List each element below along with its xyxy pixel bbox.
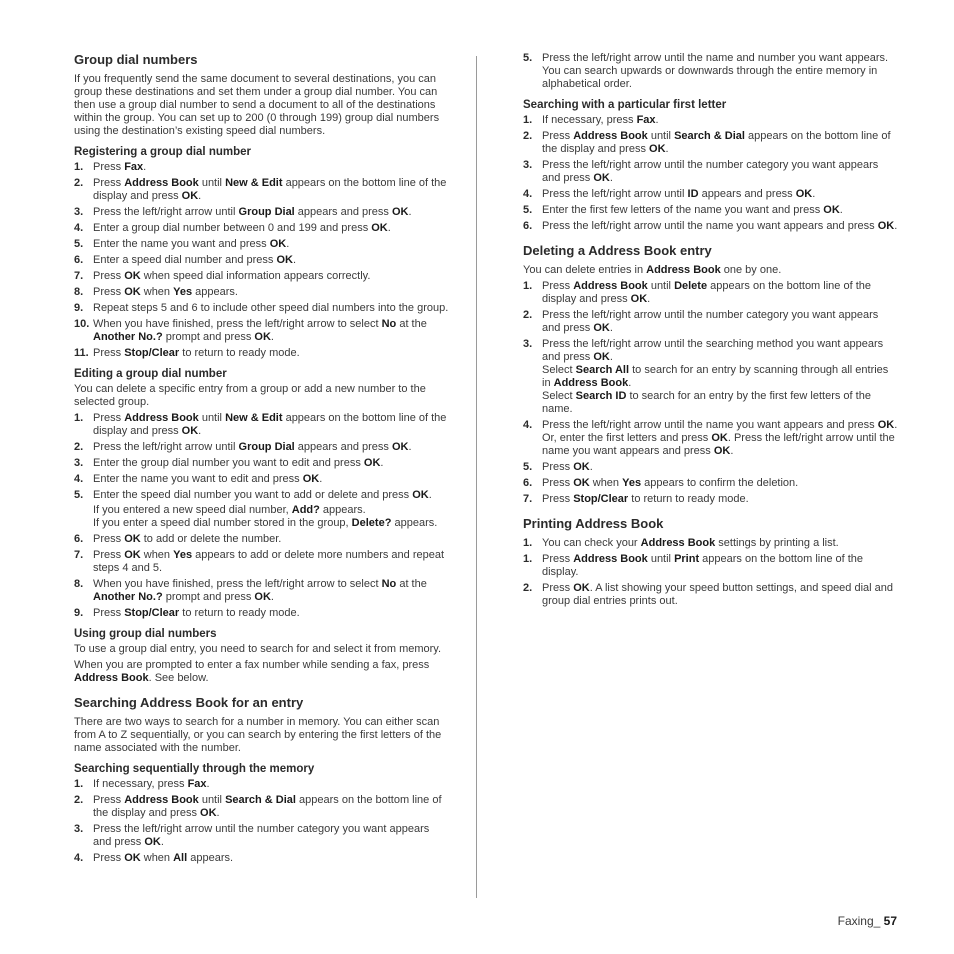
step-number: 6. — [523, 220, 533, 232]
step-number: 2. — [523, 130, 533, 142]
steps-list — [523, 52, 898, 91]
step-number: 3. — [74, 823, 84, 835]
step-item — [74, 302, 450, 315]
step-item — [523, 204, 898, 217]
section-heading-printing-address-book: Printing Address Book — [523, 516, 664, 531]
step-number: 8. — [74, 286, 84, 298]
steps-list — [523, 537, 898, 608]
step-text: Press OK when Yes appears to confirm the deletion. — [542, 477, 799, 489]
step-item — [74, 489, 450, 530]
step-item — [74, 457, 450, 470]
step-text: Press OK when Yes appears. — [93, 286, 238, 298]
step-text: Enter the name you want and press OK. — [93, 238, 290, 250]
step-number: 2. — [523, 309, 533, 321]
step-number: 8. — [74, 578, 84, 590]
step-number: 6. — [74, 533, 84, 545]
step-text: Press the left/right arrow until Group Dial appears and press OK. — [93, 206, 412, 218]
step-item — [523, 477, 898, 490]
step-number: 1. — [523, 537, 533, 549]
step-text: Enter the speed dial number you want to add or delete and press OK. If you entered a new speed dial number, Add? appears. If you enter a speed dial number stored in the group, Delete? appears. — [93, 489, 438, 529]
step-text: Press Stop/Clear to return to ready mode. — [542, 493, 749, 505]
step-number: 5. — [74, 489, 84, 501]
step-text: Press the left/right arrow until the number category you want appears and press OK. — [542, 309, 879, 334]
step-number: 3. — [74, 206, 84, 218]
step-item — [523, 537, 898, 550]
step-number: 2. — [74, 177, 84, 189]
step-number: 5. — [523, 204, 533, 216]
step-number: 6. — [74, 254, 84, 266]
step-number: 9. — [74, 302, 84, 314]
step-number: 5. — [523, 461, 533, 473]
step-text: Press the left/right arrow until the number category you want appears and press OK. — [93, 823, 430, 848]
step-item — [74, 412, 450, 438]
step-text: Press Address Book until New & Edit appears on the bottom line of the display and press OK. — [93, 412, 447, 437]
step-item — [523, 220, 898, 233]
step-number: 3. — [74, 457, 84, 469]
step-text: You can check your Address Book settings by printing a list. — [542, 537, 839, 549]
step-text: Press OK. A list showing your speed button settings, and speed dial and group dial entries prints out. — [542, 582, 894, 607]
step-number: 7. — [74, 270, 84, 282]
step-number: 2. — [74, 441, 84, 453]
steps-list — [523, 114, 898, 233]
steps-list — [523, 280, 898, 506]
paragraph: To use a group dial entry, you need to search for and select it from memory. — [74, 643, 442, 655]
step-number: 4. — [74, 852, 84, 864]
step-text: Enter the group dial number you want to edit and press OK. — [93, 457, 384, 469]
step-text: Press OK when Yes appears to add or delete more numbers and repeat steps 4 and 5. — [93, 549, 445, 574]
section-heading-searching-address-book-for-an-entry: Searching Address Book for an entry — [74, 695, 304, 710]
step-number: 1. — [523, 553, 533, 565]
step-number: 1. — [74, 778, 84, 790]
step-text: Press the left/right arrow until the name and number you want appears. You can search upwards or downwards through the entire memory in alphabetical order. — [542, 52, 889, 90]
step-item — [74, 238, 450, 251]
steps-list — [74, 412, 450, 620]
step-text: Enter a group dial number between 0 and 199 and press OK. — [93, 222, 391, 234]
steps-list — [74, 778, 450, 865]
step-text: Press Address Book until New & Edit appears on the bottom line of the display and press OK. — [93, 177, 447, 202]
step-text: Press Stop/Clear to return to ready mode. — [93, 347, 300, 359]
step-item — [74, 222, 450, 235]
step-item — [74, 778, 450, 791]
step-number: 5. — [74, 238, 84, 250]
step-text: Press Stop/Clear to return to ready mode. — [93, 607, 300, 619]
step-number: 1. — [523, 280, 533, 292]
page-number: 57 — [883, 914, 897, 928]
step-number: 10. — [74, 318, 90, 330]
paragraph: You can delete a specific entry from a group or add a new number to the selected group. — [74, 383, 426, 408]
step-item — [74, 473, 450, 486]
step-number: 4. — [74, 222, 84, 234]
step-text: If necessary, press Fax. — [93, 778, 210, 790]
step-text: Press the left/right arrow until the searching method you want appears and press OK. Select Search All to search for an entry by scanning through all entries in Address Book. Select Search ID to search for an entry by the first few letters of the name. — [542, 338, 889, 415]
step-item — [74, 823, 450, 849]
step-item — [74, 441, 450, 454]
step-text: Press the left/right arrow until the name you want appears and press OK. — [542, 220, 898, 232]
step-text: Enter the name you want to edit and press OK. — [93, 473, 323, 485]
step-item — [74, 578, 450, 604]
subsection-heading-editing-a-group-dial-number: Editing a group dial number — [74, 368, 227, 380]
step-text: Press OK when speed dial information appears correctly. — [93, 270, 371, 282]
step-item — [523, 280, 898, 306]
step-item — [523, 130, 898, 156]
step-text: Press OK. — [542, 461, 593, 473]
right-column — [523, 52, 898, 611]
step-item — [74, 206, 450, 219]
step-text: Press the left/right arrow until Group Dial appears and press OK. — [93, 441, 412, 453]
step-item — [74, 607, 450, 620]
step-item — [523, 114, 898, 127]
step-item — [523, 419, 898, 458]
subsection-heading-searching-sequentially-through-the-memory: Searching sequentially through the memory — [74, 763, 315, 775]
step-text: Press Address Book until Search & Dial appears on the bottom line of the display and press OK. — [542, 130, 891, 155]
step-number: 4. — [74, 473, 84, 485]
step-text: Press OK to add or delete the number. — [93, 533, 282, 545]
step-text: When you have finished, press the left/right arrow to select No at the Another No.? prompt and press OK. — [93, 318, 427, 343]
step-number: 1. — [74, 412, 84, 424]
paragraph: If you frequently send the same document to several destinations, you can group these destinations and set them under a group dial number. You can then use a group dial number to send a document to all of the destinations within the group. You can set up to 200 (0 through 199) group dial numbers using the destination’s existing speed dial numbers. — [74, 73, 440, 137]
footer-section: Faxing_ — [837, 914, 884, 928]
step-item — [523, 493, 898, 506]
step-item — [74, 286, 450, 299]
column-divider — [476, 56, 477, 898]
step-number: 4. — [523, 188, 533, 200]
step-number: 7. — [74, 549, 84, 561]
step-text: Press Fax. — [93, 161, 147, 173]
step-item — [74, 318, 450, 344]
step-text: Press the left/right arrow until the name you want appears and press OK. Or, enter the first letters and press OK. Press the left/right arrow until the name you want appears and press OK. — [542, 419, 898, 457]
step-text: Press Address Book until Delete appears on the bottom line of the display and press OK. — [542, 280, 871, 305]
step-number: 7. — [523, 493, 533, 505]
paragraph: There are two ways to search for a number in memory. You can either scan from A to Z sequentially, or you can search by entering the first letters of the name associated with the number. — [74, 716, 442, 754]
subsection-heading-searching-with-a-particular-first-letter: Searching with a particular first letter — [523, 99, 727, 111]
paragraph: You can delete entries in Address Book one by one. — [523, 264, 782, 276]
step-item — [74, 254, 450, 267]
step-number: 9. — [74, 607, 84, 619]
step-text: Repeat steps 5 and 6 to include other speed dial numbers into the group. — [93, 302, 449, 314]
subsection-heading-registering-a-group-dial-number: Registering a group dial number — [74, 146, 251, 158]
step-item — [523, 338, 898, 416]
step-item — [523, 159, 898, 185]
step-number: 11. — [74, 347, 89, 359]
step-number: 5. — [523, 52, 533, 64]
step-number: 1. — [523, 114, 533, 126]
step-text: Press Address Book until Print appears on the bottom line of the display. — [542, 553, 864, 578]
step-text: If necessary, press Fax. — [542, 114, 659, 126]
step-item — [74, 533, 450, 546]
step-item — [523, 52, 898, 91]
step-item — [74, 161, 450, 174]
section-heading-group-dial-numbers: Group dial numbers — [74, 52, 198, 67]
step-item — [74, 270, 450, 283]
step-item — [74, 177, 450, 203]
steps-list — [74, 161, 450, 360]
step-number: 3. — [523, 338, 533, 350]
step-item — [74, 549, 450, 575]
step-item — [74, 852, 450, 865]
section-heading-deleting-a-address-book-entry: Deleting a Address Book entry — [523, 243, 712, 258]
step-text: Press Address Book until Search & Dial appears on the bottom line of the display and press OK. — [93, 794, 442, 819]
step-item — [523, 309, 898, 335]
step-text: When you have finished, press the left/right arrow to select No at the Another No.? prompt and press OK. — [93, 578, 427, 603]
step-item — [523, 188, 898, 201]
left-column — [74, 52, 450, 868]
step-item — [523, 553, 898, 579]
step-item — [523, 582, 898, 608]
step-text: Press the left/right arrow until ID appears and press OK. — [542, 188, 816, 200]
subsection-heading-using-group-dial-numbers: Using group dial numbers — [74, 628, 217, 640]
step-item — [74, 347, 450, 360]
step-item — [523, 461, 898, 474]
step-number: 2. — [74, 794, 84, 806]
step-text: Enter the first few letters of the name you want and press OK. — [542, 204, 843, 216]
step-item — [74, 794, 450, 820]
step-number: 6. — [523, 477, 533, 489]
step-text: Enter a speed dial number and press OK. — [93, 254, 297, 266]
step-number: 3. — [523, 159, 533, 171]
step-text: Press OK when All appears. — [93, 852, 234, 864]
page-footer — [838, 914, 897, 928]
step-text: Press the left/right arrow until the number category you want appears and press OK. — [542, 159, 879, 184]
step-number: 1. — [74, 161, 84, 173]
step-number: 2. — [523, 582, 533, 594]
paragraph: When you are prompted to enter a fax number while sending a fax, press Address Book. See below. — [74, 659, 430, 684]
step-number: 4. — [523, 419, 533, 431]
